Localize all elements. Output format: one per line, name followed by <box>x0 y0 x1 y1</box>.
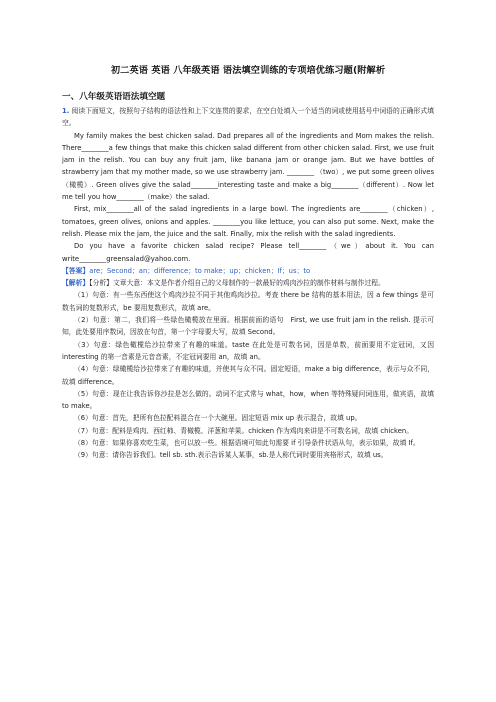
explanation-item: （3）句意：绿色橄榄给沙拉带来了有趣的味道。taste 在此处是可数名词，因是单数，前面要用不定冠词，又因 interesting 的第一音素是元音音素，不定冠词要用 an，故填 an。 <box>62 340 434 361</box>
explanation-item: （2）句意：第二，我们将一些绿色橄榄放在里面。根据前面的语句 First, we use fruit jam in the relish. 提示可知，此处要用序数词，因放在句首，第一个字母要大写，故填 Second。 <box>62 316 434 337</box>
analysis-label: 【解析】 <box>62 279 90 288</box>
question-instruction <box>62 105 434 130</box>
question-number: 1. <box>62 107 70 115</box>
explanation-item: （5）句意：现在让我告诉你沙拉是怎么做的。动词不定式常与 what，how，when 等特殊疑问词连用，做宾语，故填 to make。 <box>62 389 434 411</box>
document-title: 初二英语 英语 八年级英语 语法填空训练的专项培优练习题(附解析 <box>110 65 386 76</box>
answer-label: 【答案】 <box>62 266 90 275</box>
passage-paragraph-2: First, mix________all of the salad ingredients in a large bowl. The ingredients are________（chicken）, tomatoes, green olives, onions and apples. ________you like lettuce, you can also put some. Next, make the relish. Please mix the jam, the juice and the salt. Finally, mix the relish with the salad ingredients. <box>62 205 434 238</box>
answer-text: are；Second；an；difference；to make；up；chicken；If；us；to <box>89 266 311 275</box>
passage-paragraph-3: Do you have a favorite chicken salad recipe? Please tell________（we）about it. You can write________greensalad@yahoo.com. <box>62 242 434 263</box>
explanation-item: （1）句意：有一些东西使这个鸡肉沙拉不同于其他鸡肉沙拉。考查 there be 结构的基本用法，因 a few things 是可数名词的复数形式，be 要用复数形式，故填 are。 <box>62 291 434 312</box>
explanation-item: （4）句意：绿橄榄给沙拉带来了有趣的味道，并使其与众不同。固定短语，make a big difference，表示与众不同，故填 difference。 <box>62 365 434 386</box>
analysis-line <box>62 277 434 289</box>
analysis-text: 【分析】文章大意：本文是作者介绍自己的父母制作的一款最好的鸡肉沙拉的制作材料与制作过程。 <box>89 279 385 288</box>
explanation-item: （9）句意：请你告诉我们。tell sb. sth.表示告诉某人某事，sb.是人称代词时要用宾格形式，故填 us。 <box>74 451 388 460</box>
explanation-item: （8）句意：如果你喜欢吃生菜，也可以放一些。根据语境可知此句需要 if 引导条件状语从句，表示如果，故填 If。 <box>74 439 420 448</box>
instruction-text: 阅读下面短文，按照句子结构的语法性和上下文连贯的要求，在空白处填入一个适当的词或使用括号中词语的正确形式填空。 <box>62 107 435 128</box>
explanation-item: （7）句意：配料是鸡肉、西红柿、青橄榄、洋葱和苹果。chicken 作为鸡肉来讲是不可数名词，故填 chicken。 <box>74 426 414 435</box>
passage-paragraph-1: My family makes the best chicken salad. Dad prepares all of the ingredients and Mom makes the relish. There________a few things that make this chicken salad different from other chicken salad. First, we use fruit jam in the relish. You can buy any fruit jam, like banana jam or orange jam. But we have bottles of strawberry jam that my mother made, so we use strawberry jam. ________ （two）, we put some green olives（橄榄）. Green olives give the salad________interesting taste and make a big________（different）. Now let me tell you how________（make）the salad. <box>62 131 434 202</box>
answer-line <box>62 265 434 277</box>
section-heading: 一、八年级英语语法填空题 <box>62 92 166 102</box>
explanation-item: （6）句意：首先，把所有色拉配料混合在一个大碗里。固定短语 mix up 表示混合，故填 up。 <box>74 414 362 423</box>
